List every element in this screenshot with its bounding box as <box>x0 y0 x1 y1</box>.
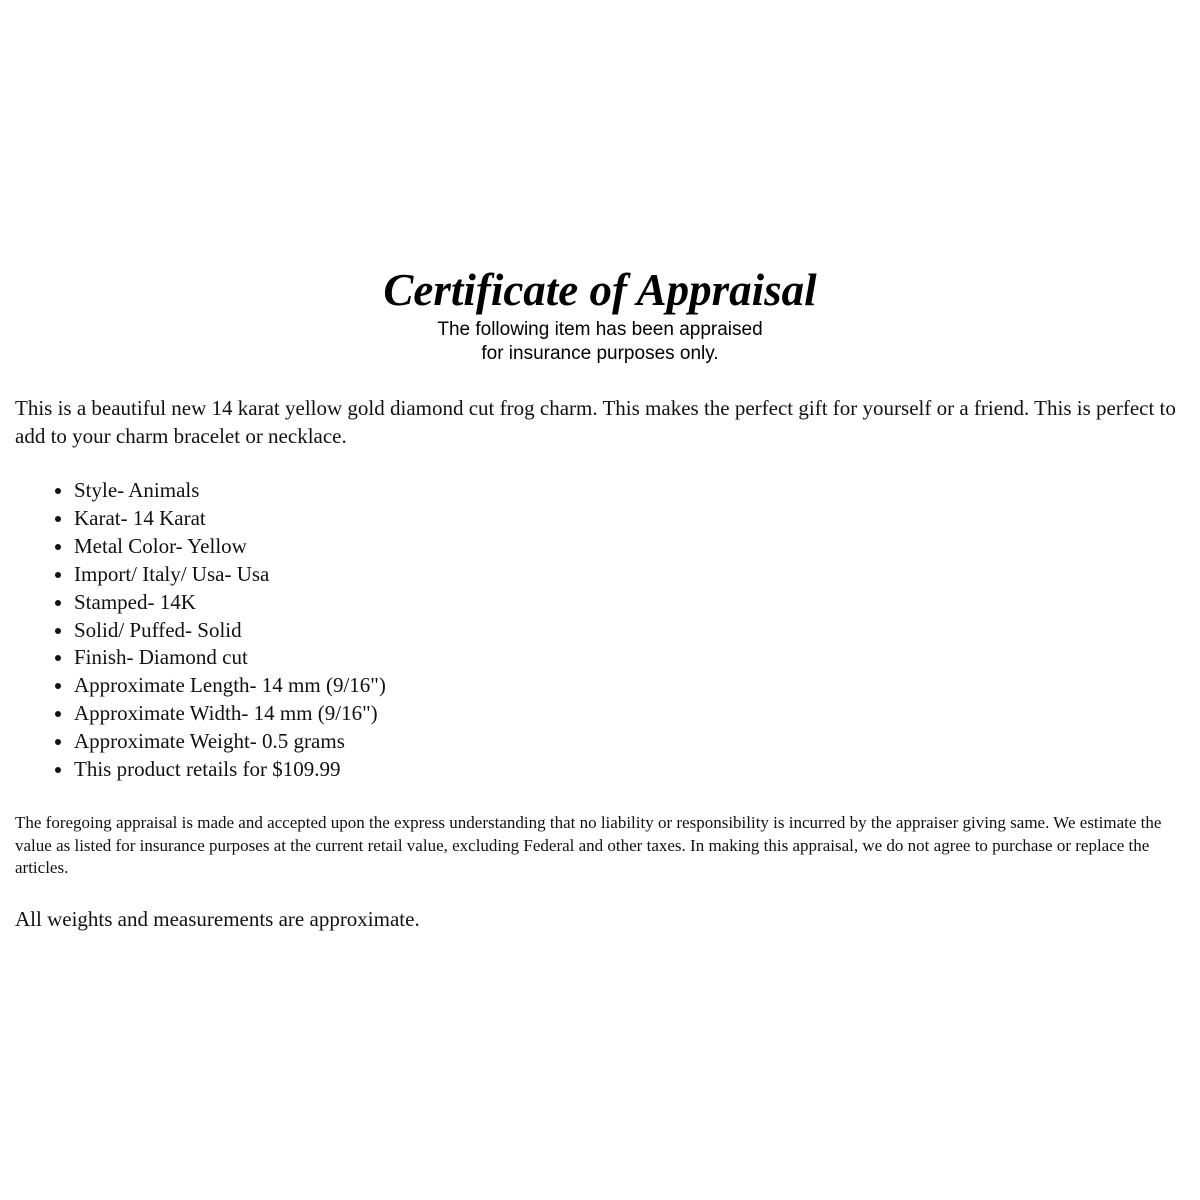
page-title: Certificate of Appraisal <box>383 265 817 315</box>
spec-style: • Style- Animals <box>74 477 974 505</box>
spec-metal-color: • Metal Color- Yellow <box>74 533 974 561</box>
spec-solid-puffed: • Solid/ Puffed- Solid <box>74 617 974 645</box>
specification-list <box>34 477 974 784</box>
spec-stamped: • Stamped- 14K <box>74 589 974 617</box>
certificate-subtitle <box>0 318 1200 366</box>
spec-length: • Approximate Length- 14 mm (9/16") <box>74 672 974 700</box>
spec-width: • Approximate Width- 14 mm (9/16") <box>74 700 974 728</box>
spec-import: • Import/ Italy/ Usa- Usa <box>74 561 974 589</box>
measurement-note: All weights and measurements are approximate. <box>15 907 420 931</box>
spec-retail-price: • This product retails for $109.99 <box>74 756 974 784</box>
spec-finish: • Finish- Diamond cut <box>74 644 974 672</box>
spec-weight: • Approximate Weight- 0.5 grams <box>74 728 974 756</box>
subtitle-line-1: The following item has been appraised <box>437 319 763 340</box>
spec-karat: • Karat- 14 Karat <box>74 505 974 533</box>
subtitle-line-2: for insurance purposes only. <box>481 343 719 364</box>
product-description: This is a beautiful new 14 karat yellow gold diamond cut frog charm. This makes the perfect gift for yourself or a friend. This is perfect to add to your charm bracelet or necklace. <box>15 396 1176 448</box>
appraisal-disclaimer: The foregoing appraisal is made and accepted upon the express understanding that no liability or responsibility is incurred by the appraiser giving same. We estimate the value as listed for insurance purposes at the current retail value, excluding Federal and other taxes. In making this appraisal, we do not agree to purchase or replace the articles. <box>15 813 1162 877</box>
